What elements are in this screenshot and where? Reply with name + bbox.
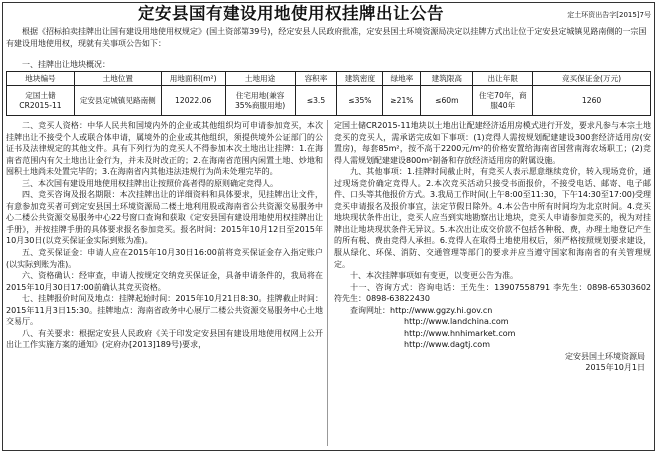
website-list: [334, 316, 651, 351]
header-cell: 土地位置: [74, 72, 161, 86]
intro-text: 根据《招标拍卖挂牌出让国有建设用地使用权规定》(国土资部第39号)，经定安县人民政府批准，定安县国土环境资源局决定以挂牌方式出让位于定安县定城镇见路南侧的一宗国有建设用地使用权，现就有关事项公告如下：: [6, 27, 647, 48]
parcel-table-header: [7, 72, 651, 86]
header-cell: 土地用途: [225, 72, 295, 86]
table-cell: 定国土储CR2015-11: [7, 86, 75, 116]
signature-issuer: 定安县国土环境资源局: [565, 351, 645, 361]
section-award-principle: 三、本次国有建设用地使用权挂牌出让按照价高者得的原则确定竞得人。: [22, 178, 278, 188]
document-number: 定土环资出告字[2015]7号: [567, 11, 651, 19]
table-cell: ≥21%: [383, 86, 421, 116]
header-cell: 竞买保证金(万元): [533, 72, 651, 86]
header-cell: 容积率: [295, 72, 337, 86]
table-cell: ≤60m: [421, 86, 473, 116]
header-cell: 用地面积(m²): [161, 72, 225, 86]
section-changes: 十、本次挂牌事项如有变更，以变更公告为准。: [350, 271, 518, 281]
query-website: 查询网址：http://www.ggzy.hi.gov.cn: [350, 305, 493, 315]
section-requirements-continued: 定国土储CR2015-11地块以土地出让配建经济适用房模式进行开发，要求凡参与本宗土地竞买的竞买人，需承诺完成如下事项：(1)竞得人需按规划配建建设300套经济适用房(安置房)，每套85m²，按不高于2200元/m²的价格安置给海南省国营南海农场职工；(2)竞得人需规划配建建设800m²制备和存放经济适用房的附属设施。: [334, 121, 651, 165]
table-cell: 住宅70年，商服40年: [473, 86, 533, 116]
notice-title: 定安县国有建设用地使用权挂牌出让公告: [138, 4, 444, 23]
intro-paragraph: [6, 26, 651, 49]
header-cell: 建筑密度: [337, 72, 383, 86]
website-link[interactable]: http://www.dagtj.com: [404, 340, 490, 350]
table-cell: ≤3.5: [295, 86, 337, 116]
section-deposit: 五、竞买保证金：申请人应在2015年10月30日16:00前将竞买保证金存入指定账户(以实际到账为准)。: [6, 248, 323, 269]
table-cell: 住宅用地(兼容35%商服用地): [225, 86, 295, 116]
section-heading-parcels: 一、挂牌出让地块概况：: [22, 60, 110, 69]
section-registration: 四、竞买咨询及报名期限：本次挂牌出让的详细资料和具体要求，见挂牌出让文件，有意参加竞买者可到定安县国土环境资源局二楼土地利用股或海南省公共资源交易服务中心二楼公共资源交易服务中心22号窗口查询和获取《定安县国有建设用地使用权挂牌出让手册》，并按挂牌手册的具体要求报名参加竞买。报名时间：2015年10月12日至2015年10月30日(以竞买保证金实际到账为准)。: [6, 190, 323, 246]
table-cell: 12022.06: [161, 86, 225, 116]
section-eligibility: 二、竞买人资格：中华人民共和国境内外的企业或其他组织均可申请参加竞买，本次挂牌出让不接受个人或联合体申请，属境外的企业或其他组织，须提供境外公证部门的公证书及法律规定的其他文件。具有下列行为的竞买人不得参加本次土地出让挂牌：1.在海南省范围内有欠土地出让金行为，并未及时改正的；2.在海南省范围内闲置土地、炒地和囤积土地尚未处置完毕的；3.在海南省内其他违法违规行为尚未处理完毕的。: [6, 121, 323, 177]
header-cell: 绿地率: [383, 72, 421, 86]
website-link[interactable]: http://www.hnhimarket.com: [404, 328, 516, 338]
section-other-matters: 九、其他事项：1.挂牌时间截止时，有竞买人表示愿意继续竞价，转入现场竞价，通过现场竞价确定竞得人。2.本次竞买活动只接受书面报价，不接受电话、邮寄、电子邮件、口头等其他报价方式。3.我局工作时间(上午8:00至11:30，下午14:30至17:00)受理竞买申请报名及报价事宜，法定节假日除外。4.本公告中所有时间均为北京时间。4.竞买地块现状条件出让，竞买人应当到实地勘察出让地块，竞买人申请参加竞买的，视为对挂牌出让地块现状条件无异议。5.本次出让成交价款不包括各种税、费，办理土地登记产生的所有税、费由竞得人承担。6.竞得人在取得土地使用权后，须严格按照规划要求建设，服从绿化、环保、消防、交通管理等部门的要求并应当遵守国家和海南省的有关管理规定。: [334, 167, 652, 269]
section-bidding-time: 七、挂牌报价时间及地点：挂牌起始时间：2015年10月21日8:30。挂牌截止时间：2015年11月3日15:30。挂牌地点：海南省政务中心展厅二楼公共资源交易服务中心土地交易厅。: [6, 294, 323, 327]
header-cell: 地块编号: [7, 72, 75, 86]
website-link[interactable]: http://www.landchina.com: [404, 317, 509, 327]
header-cell: 出让年限: [473, 72, 533, 86]
left-column: [6, 120, 323, 351]
parcel-table: [6, 71, 651, 116]
title-row: [0, 3, 657, 25]
signature-date: 2015年10月1日: [585, 363, 645, 373]
table-cell: 定安县定城镇见路南侧: [74, 86, 161, 116]
section-requirements: 八、有关要求：根据定安县人民政府《关于印发定安县国有建设用地使用权网上公开出让工作实施方案的通知》(定府办[2013]189号)要求，: [6, 328, 323, 350]
table-cell: ≤35%: [337, 86, 383, 116]
table-cell: 1260: [533, 86, 651, 116]
section-qualification: 六、资格确认：经审查，申请人按规定交纳竞买保证金，具备申请条件的，我局将在2015年10月30日17:00前确认其竞买资格。: [6, 271, 323, 292]
section-contact: 十一、咨询方式：咨询电话：王先生：13907558791 李先生：0898-65303602 符先生：0898-63822430: [334, 282, 651, 304]
table-row: [7, 86, 651, 116]
column-divider: [327, 120, 328, 446]
header-cell: 建筑限高: [421, 72, 473, 86]
right-column: [334, 120, 651, 374]
